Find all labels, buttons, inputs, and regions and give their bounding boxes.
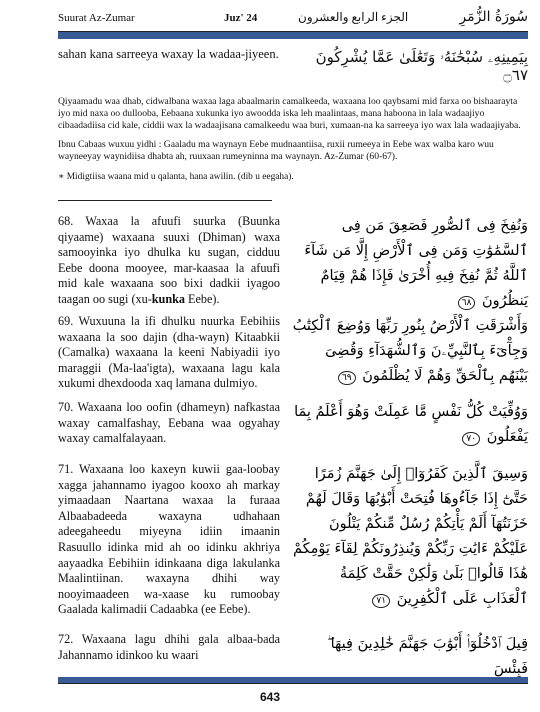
verse-number: 68. — [58, 214, 74, 228]
continued-verse-arabic: بِيَمِينِهِۦ سُبْحَٰنَهُۥ وَتَعَٰلَىٰ عَمَّا يُشْرِكُونَ ۝٦٧ — [315, 48, 528, 84]
verse-translation: 70. Waxaana loo oofin (dhameyn) nafkastaa waxay camalfashay, Eebana waa ogyahay waxay camalfalayaan. — [58, 400, 280, 446]
verse-arabic: وَوُفِّيَتْ كُلُّ نَفْسٍ مَّا عَمِلَتْ وَهُوَ أَعْلَمُ بِمَا يَفْعَلُونَ ٧٠ — [294, 404, 528, 445]
page-header — [58, 6, 528, 32]
verse-translation: 72. Waxaana lagu dhihi gala albaa-bada Jahannamo idinkoo ku waari — [58, 632, 280, 662]
commentary-paragraph-1: Qiyaamadu waa dhab, cidwalbana waxaa laga abaalmarin camalkeeda, waxaana loo qaybsami mid farxa oo bishaarayta iyo mid naxa oo dullooba, Eebaana xukunka iyo awoodda iska leh maalintaas, mana haboona in lala wadaajiyo cibaadadiisa cid kale, ciddii wax la wadaajisana camalkeedu waa buri, xumaan-na ka sarreeya iyo wax lala wadaajiyaba. — [58, 96, 521, 132]
header-bar — [58, 31, 528, 39]
footer-bar — [58, 677, 528, 684]
ayah-number-badge: ٦٨ — [458, 296, 476, 310]
verse-arabic: وَأَشْرَقَتِ ٱلْأَرْضُ بِنُورِ رَبِّهَا وَوُضِعَ ٱلْكِتَٰبُ وَجِآْىٓءَ بِٱلنَّبِيِّۦنَ وَٱلشُّهَدَآءِ وَقُضِىَ بَيْنَهُم بِٱلْحَقِّ وَهُمْ لَا يُظْلَمُونَ ٦٩ — [292, 318, 528, 384]
commentary — [58, 96, 528, 183]
continued-verse-translation: sahan kana sarreeya waxay la wadaa-jiyeen. — [58, 47, 279, 61]
verse-number: 72. — [58, 632, 74, 646]
ayah-number-badge: ٧١ — [372, 594, 390, 608]
surah-name-latin: Suurat Az-Zumar — [58, 12, 135, 24]
verse-arabic: قِيلَ ٱدْخُلُوٓا۟ أَبْوَٰبَ جَهَنَّمَ خَٰلِدِينَ فِيهَا ۖ فَبِئْسَ — [326, 636, 528, 677]
editor-note: ∗ Midigtiisa waana mid u qalanta, hana awilin. (dib u eegaha). — [58, 172, 294, 183]
surah-name-arabic: سُورَةُ الزُّمَرِ — [459, 9, 528, 25]
juz-label: Juz' 24 — [224, 12, 258, 24]
verse-69 — [58, 314, 528, 400]
verse-translation: 71. Waxaana loo kaxeyn kuwii gaa-loobay xagga jahannamo iyagoo kooxo ah markay yimaadaan Naartana waxaa la furaaa Albaabadeeda waxayna udhahaan adeegaheedu miyeyna idiin imaanin Rasuullo idinka mid ah oo idinku akhriya aayaadka Eebihiin idinkaana diga lakulanka Maalintiinan. waxayna dhihi way nooyimaadeen wa-xaase ku rumoobay Gaalada kalimadii Cadaabka (ee Eebe). — [58, 462, 280, 617]
ayah-number-badge: ٧٠ — [462, 432, 480, 446]
juz-label-arabic: الجزء الرابع والعشرون — [298, 10, 409, 24]
verse-number: 71. — [58, 462, 74, 476]
verse-number: 70. — [58, 400, 74, 414]
verse-71 — [58, 462, 528, 632]
verse-translation: 68. Waxaa la afuufi suurka (Buunka qiyaame) waxaana suuxi (Dhiman) waxa samooyinka iyo dhulka ku sugan, cidduu Eebe doona mooyee, mar-kaasaa la afuufi mid kale waxaana soo bixi dadkii iyagoo taagan oo sugi (xu-kunka Eebe). — [58, 214, 280, 306]
verse-number: 69. — [58, 314, 74, 328]
section-divider — [58, 200, 272, 201]
verse-arabic: وَسِيقَ ٱلَّذِينَ كَفَرُوٓا۟ إِلَىٰ جَهَنَّمَ زُمَرًا حَتَّىٰٓ إِذَا جَآءُوهَا فُتِحَتْ أَبْوَٰبُهَا وَقَالَ لَهُمْ خَزَنَتُهَآ أَلَمْ يَأْتِكُمْ رُسُلٌ مِّنكُمْ يَتْلُونَ عَلَيْكُمْ ءَايَٰتِ رَبِّكُمْ وَيُنذِرُونَكُمْ لِقَآءَ يَوْمِكُمْ هَٰذَا قَالُوا۟ بَلَىٰ وَلَٰكِنْ حَقَّتْ كَلِمَةُ ٱلْعَذَابِ عَلَى ٱلْكَٰفِرِينَ ٧١ — [292, 466, 528, 607]
verse-arabic: وَنُفِخَ فِى ٱلصُّورِ فَصَعِقَ مَن فِى ٱلسَّمَٰوَٰتِ وَمَن فِى ٱلْأَرْضِ إِلَّا مَن شَآءَ ٱللَّهُ ثُمَّ نُفِخَ فِيهِ أُخْرَىٰ فَإِذَا هُمْ قِيَامٌ يَنظُرُونَ ٦٨ — [304, 218, 528, 309]
verse-list — [58, 214, 528, 677]
verse-68 — [58, 214, 528, 314]
commentary-paragraph-2: Ibnu Cabaas wuxuu yidhi : Gaaladu ma waynayn Eebe mudnaantiisa, ruxii rumeeya in Eebe wax walba karo wuu wayneeyay waynidiisa dhabta ah, ruuxaan rumeyninna ma waynayn. Az-Zumar (60-67). — [58, 138, 494, 162]
verse-70 — [58, 400, 528, 462]
continued-verse — [58, 46, 528, 92]
verse-translation: 69. Wuxuuna la ifi dhulku nuurka Eebihiis waxaana la soo dajin (dha-wayn) Kitaabkii (Camalka) waxaana la keeni Nabiyadii iyo maraggii (Ma-laa'igta), waxaana lagu kala xukumi dhexdooda xaq lamana dulmiyo. — [58, 314, 280, 391]
page-number: 643 — [259, 690, 281, 704]
ayah-number-badge: ٦٩ — [338, 371, 356, 385]
verse-72 — [58, 632, 528, 677]
